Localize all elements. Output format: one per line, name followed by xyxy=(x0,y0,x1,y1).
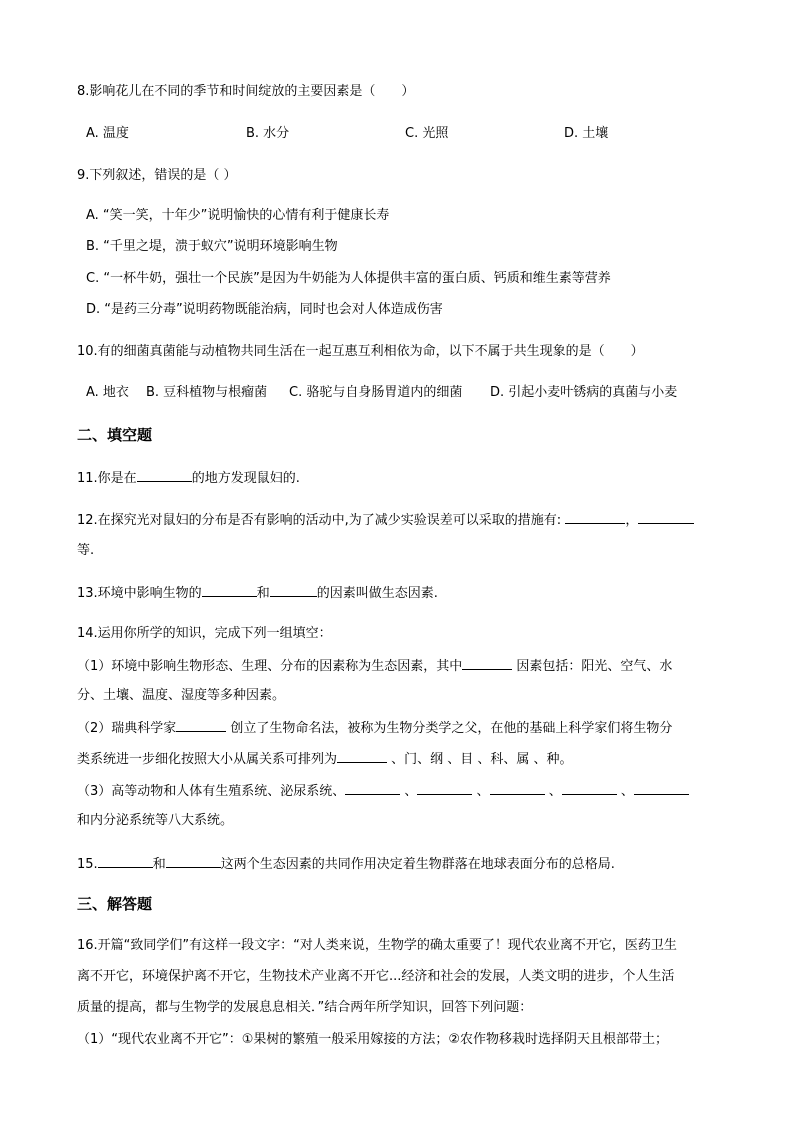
q15-blank-2[interactable] xyxy=(166,853,221,868)
section-fill-in-title: 二、填空题 xyxy=(77,426,153,444)
q13-pre: 13.环境中影响生物的 xyxy=(77,586,202,601)
q11-blank[interactable] xyxy=(137,467,192,482)
q16-line1: 16.开篇“致同学们”有这样一段文字：“对人类来说，生物学的确太重要了！现代农业离不开它，医药卫生 xyxy=(77,938,677,953)
q14-p3-sep-4: 、 xyxy=(616,784,634,799)
q8-option-a: A. 温度 xyxy=(86,126,129,141)
q8-option-d: D. 土壤 xyxy=(564,126,609,141)
q10-option-d: D. 引起小麦叶锈病的真菌与小麦 xyxy=(490,385,678,400)
q14-stem: 14.运用你所学的知识，完成下列一组填空： xyxy=(77,626,332,641)
q14-p3-blank-2[interactable] xyxy=(417,780,472,795)
q16-line4: （1）“现代农业离不开它”：①果树的繁殖一般采用嫁接的方法；②农作物移栽时选择阴天且根部带土； xyxy=(77,1032,669,1047)
q14-p1-post: 因素包括：阳光、空气、水 xyxy=(512,659,673,674)
q12-line2: 等. xyxy=(77,543,95,558)
q14-p2-post: 创立了生物命名法，被称为生物分类学之父，在他的基础上科学家们将生物分 xyxy=(226,721,673,736)
q14-p2-line2-pre: 类系统进一步细化按照大小从属关系可排列为 xyxy=(77,752,338,767)
q13 xyxy=(77,582,438,604)
q14-p3-blank-1[interactable] xyxy=(345,780,400,795)
q14-p2-line2-post: 、门、纲 、目 、科、属 、种。 xyxy=(387,752,573,767)
q16-line2: 离不开它，环境保护离不开它，生物技术产业离不开它...经济和社会的发展，人类文明的进步，个人生活 xyxy=(77,969,675,984)
q8-option-c: C. 光照 xyxy=(405,126,449,141)
q14-p3-blank-5[interactable] xyxy=(634,780,689,795)
q14-p3-line2: 和内分泌系统等八大系统。 xyxy=(77,813,234,828)
q14-p3-sep-1: 、 xyxy=(400,784,418,799)
q12 xyxy=(77,509,694,531)
section-answer-title: 三、解答题 xyxy=(77,895,153,913)
q14-part2 xyxy=(77,717,672,739)
q14-p3-sep-3: 、 xyxy=(544,784,562,799)
q15-pre: 15. xyxy=(77,857,98,872)
q14-p1-blank[interactable] xyxy=(462,655,512,670)
q8-stem: 8.影响花儿在不同的季节和时间绽放的主要因素是（ ） xyxy=(77,84,415,99)
q9-option-d: D. “是药三分毒”说明药物既能治病，同时也会对人体造成伤害 xyxy=(86,302,443,317)
q15-mid: 和 xyxy=(152,857,166,872)
q8-option-b: B. 水分 xyxy=(246,126,290,141)
q14-part1 xyxy=(77,655,672,677)
q14-p3-blank-4[interactable] xyxy=(562,780,617,795)
q13-blank-1[interactable] xyxy=(202,582,257,597)
q12-blank-1[interactable] xyxy=(565,509,625,524)
q14-p3-sep-2: 、 xyxy=(472,784,490,799)
q14-p3-blank-3[interactable] xyxy=(490,780,545,795)
q10-option-a: A. 地衣 xyxy=(86,385,129,400)
q15 xyxy=(77,853,615,875)
q14-p1-line2: 分、土壤、温度、湿度等多种因素。 xyxy=(77,688,286,703)
q9-option-c: C. “一杯牛奶，强壮一个民族”是因为牛奶能为人体提供丰富的蛋白质、钙质和维生素等营养 xyxy=(86,271,611,286)
q10-option-c: C. 骆驼与自身肠胃道内的细菌 xyxy=(289,385,463,400)
q12-pre: 12.在探究光对鼠妇的分布是否有影响的活动中,为了减少实验误差可以采取的措施有: xyxy=(77,513,566,528)
q9-option-b: B. “千里之堤，溃于蚁穴”说明环境影响生物 xyxy=(86,239,338,254)
q9-stem: 9.下列叙述，错误的是（ ） xyxy=(77,168,237,183)
q16-line3: 质量的提高，都与生物学的发展息息相关．”结合两年所学知识，回答下列问题： xyxy=(77,1000,533,1015)
q12-sep: ， xyxy=(625,513,639,528)
q14-p2-pre: （2）瑞典科学家 xyxy=(77,721,177,736)
q10-stem: 10.有的细菌真菌能与动植物共同生活在一起互惠互利相依为命，以下不属于共生现象的是（ ） xyxy=(77,344,644,359)
q12-blank-2[interactable] xyxy=(638,509,694,524)
q13-blank-2[interactable] xyxy=(270,582,317,597)
q14-part2-line2 xyxy=(77,748,573,770)
q14-p3-pre: （3）高等动物和人体有生殖系统、泌尿系统、 xyxy=(77,784,346,799)
q14-p2-blank-1[interactable] xyxy=(176,717,226,732)
q11-post: 的地方发现鼠妇的. xyxy=(191,471,300,486)
q14-p2-blank-2[interactable] xyxy=(337,748,387,763)
q15-blank-1[interactable] xyxy=(98,853,153,868)
q11 xyxy=(77,467,300,489)
q9-option-a: A. “笑一笑，十年少”说明愉快的心情有利于健康长寿 xyxy=(86,208,390,223)
q14-p1-pre: （1）环境中影响生物形态、生理、分布的因素称为生态因素，其中 xyxy=(77,659,463,674)
q13-mid: 和 xyxy=(256,586,270,601)
q13-post: 的因素叫做生态因素. xyxy=(316,586,438,601)
q15-post: 这两个生态因素的共同作用决定着生物群落在地球表面分布的总格局. xyxy=(220,857,615,872)
q10-option-b: B. 豆科植物与根瘤菌 xyxy=(146,385,268,400)
q14-part3 xyxy=(77,780,689,802)
q11-pre: 11.你是在 xyxy=(77,471,137,486)
